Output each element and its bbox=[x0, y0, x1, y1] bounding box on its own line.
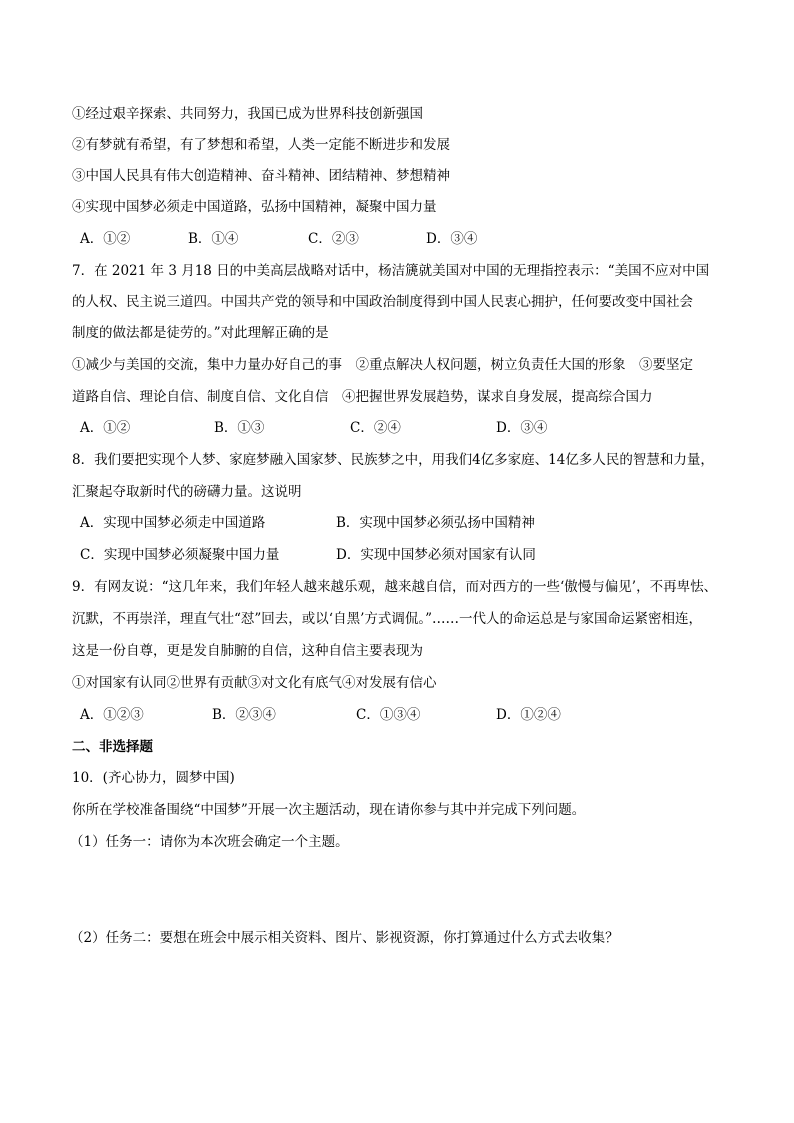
section-heading: 二、非选择题 bbox=[72, 739, 153, 755]
q7-line-4: ①减少与美国的交流，集中力量办好自己的事 ②重点解决人权问题，树立负责任大国的形象 ③要坚定 bbox=[72, 357, 693, 373]
q10-title: 10．(齐心协力，圆梦中国) bbox=[72, 770, 235, 786]
q6-item-1: ①经过艰辛探索、共同努力，我国已成为世界科技创新强国 bbox=[72, 106, 423, 122]
q8-option-c: C．实现中国梦必须凝聚中国力量 bbox=[80, 547, 280, 563]
q9-option-c: C．①③④ bbox=[356, 707, 421, 723]
q7-line-3: 制度的做法都是徒劳的。”对此理解正确的是 bbox=[72, 325, 329, 341]
q10-task-1: （1）任务一：请你为本次班会确定一个主题。 bbox=[70, 834, 349, 850]
q6-option-c: C．②③ bbox=[308, 231, 359, 247]
q9-option-a: A．①②③ bbox=[80, 707, 144, 723]
q7-line-1: 7．在 2021 年 3 月18 日的中美高层战略对话中，杨洁篪就美国对中国的无理指控表示：“美国不应对中国 bbox=[72, 263, 710, 279]
q7-option-c: C．②④ bbox=[350, 420, 401, 436]
q9-line-3: 这是一份自尊，更是发自肺腑的自信，这种自信主要表现为 bbox=[72, 643, 423, 659]
q9-line-2: 沉默，不再崇洋，理直气壮“怼”回去，或以‘自黑’方式调侃。”……一代人的命运总是与家国命运紧密相连， bbox=[72, 611, 703, 627]
q8-option-b: B．实现中国梦必须弘扬中国精神 bbox=[336, 515, 535, 531]
q8-option-a: A．实现中国梦必须走中国道路 bbox=[80, 515, 266, 531]
q10-task-2: （2）任务二：要想在班会中展示相关资料、图片、影视资源，你打算通过什么方式去收集？ bbox=[70, 930, 619, 946]
q8-line-2: 汇聚起夺取新时代的磅礴力量。这说明 bbox=[72, 484, 302, 500]
q7-line-5: 道路自信、理论自信、制度自信、文化自信 ④把握世界发展趋势，谋求自身发展，提高综合国力 bbox=[72, 389, 653, 405]
q7-option-d: D．③④ bbox=[496, 420, 548, 436]
q9-line-1: 9．有网友说：“这几年来，我们年轻人越来越乐观，越来越自信，而对西方的一些‘傲慢与偏见’，不再卑怯、 bbox=[72, 579, 718, 595]
q6-item-4: ④实现中国梦必须走中国道路，弘扬中国精神，凝聚中国力量 bbox=[72, 199, 437, 215]
q7-line-2: 的人权、民主说三道四。中国共产党的领导和中国政治制度得到中国人民衷心拥护，任何要改变中国社会 bbox=[72, 294, 693, 310]
q9-line-4: ①对国家有认同②世界有贡献③对文化有底气④对发展有信心 bbox=[72, 675, 437, 691]
q6-option-a: A．①② bbox=[80, 231, 131, 247]
q6-option-b: B．①④ bbox=[188, 231, 239, 247]
q6-item-2: ②有梦就有希望，有了梦想和希望，人类一定能不断进步和发展 bbox=[72, 137, 450, 153]
q7-option-b: B．①③ bbox=[214, 420, 265, 436]
q8-line-1: 8．我们要把实现个人梦、家庭梦融入国家梦、民族梦之中，用我们4亿多家庭、14亿多人民的智慧和力量， bbox=[72, 452, 714, 468]
q8-option-d: D．实现中国梦必须对国家有认同 bbox=[336, 547, 536, 563]
q9-option-b: B．②③④ bbox=[212, 707, 276, 723]
q9-option-d: D．①②④ bbox=[496, 707, 561, 723]
q6-item-3: ③中国人民具有伟大创造精神、奋斗精神、团结精神、梦想精神 bbox=[72, 168, 450, 184]
q10-intro: 你所在学校准备围绕“中国梦”开展一次主题活动，现在请你参与其中并完成下列问题。 bbox=[72, 802, 586, 818]
q6-option-d: D．③④ bbox=[426, 231, 478, 247]
q7-option-a: A．①② bbox=[80, 420, 131, 436]
